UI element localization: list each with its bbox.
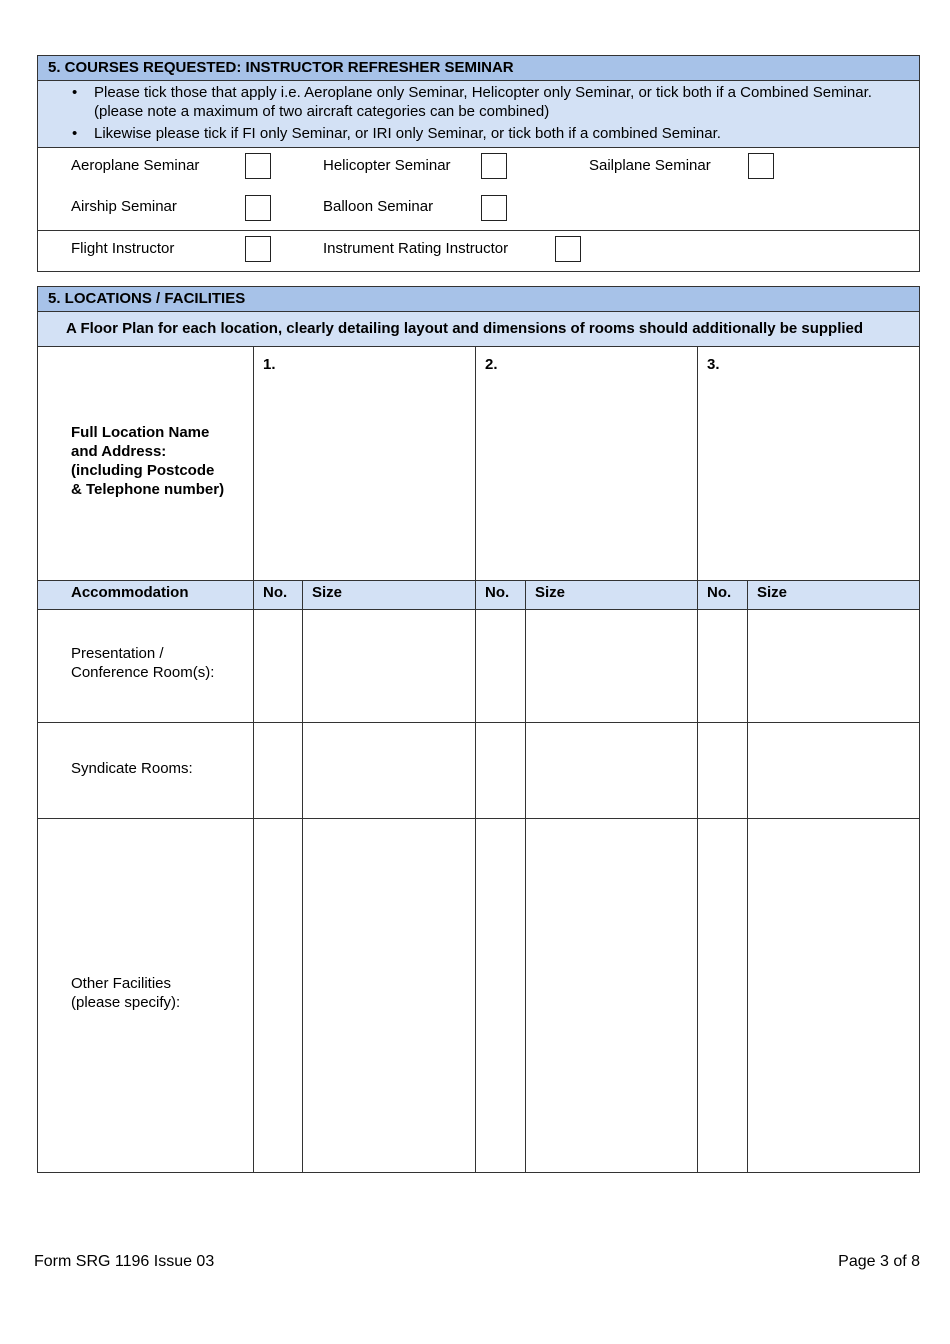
iri-checkbox[interactable] (555, 236, 581, 262)
courses-header (38, 56, 919, 81)
instruction-bullet-1: • Please tick those that apply i.e. Aeroplane only Seminar, Helicopter only Seminar, or tick both if a Combined Seminar. (please note a maximum of two aircraft categories can be combined) (38, 83, 919, 121)
presentation-rooms-label: Presentation / Conference Room(s): (71, 645, 215, 681)
location-1-address-field[interactable] (254, 347, 475, 580)
floor-plan-note-row (38, 312, 919, 347)
accommodation-header: Accommodation (71, 584, 189, 601)
courses-section (37, 55, 920, 272)
helicopter-seminar-label: Helicopter Seminar (323, 157, 451, 174)
balloon-seminar-checkbox[interactable] (481, 195, 507, 221)
location-column-2: 2. (485, 356, 498, 373)
presentation-size-2-cell[interactable] (526, 609, 697, 722)
syndicate-no-2-cell[interactable] (476, 723, 525, 818)
presentation-no-2-cell[interactable] (476, 609, 525, 722)
location-column-3: 3. (707, 356, 720, 373)
no-header-1: No. (263, 584, 288, 601)
other-no-3-cell[interactable] (698, 819, 747, 1172)
syndicate-size-3-cell[interactable] (748, 723, 919, 818)
balloon-seminar-label: Balloon Seminar (323, 198, 434, 215)
presentation-size-3-cell[interactable] (748, 609, 919, 722)
other-size-3-cell[interactable] (748, 819, 919, 1172)
location-2-address-field[interactable] (476, 347, 697, 580)
presentation-size-1-cell[interactable] (303, 609, 475, 722)
flight-instructor-checkbox[interactable] (245, 236, 271, 262)
helicopter-seminar-checkbox[interactable] (481, 153, 507, 179)
locations-section (37, 286, 920, 1173)
size-header-2: Size (535, 584, 566, 601)
location-column-1: 1. (263, 356, 276, 373)
other-size-2-cell[interactable] (526, 819, 697, 1172)
syndicate-no-3-cell[interactable] (698, 723, 747, 818)
no-header-2: No. (485, 584, 510, 601)
size-header-3: Size (757, 584, 788, 601)
locations-title: 5. LOCATIONS / FACILITIES (48, 290, 246, 307)
syndicate-size-2-cell[interactable] (526, 723, 697, 818)
syndicate-no-1-cell[interactable] (254, 723, 302, 818)
aeroplane-seminar-label: Aeroplane Seminar (71, 157, 200, 174)
size-header-1: Size (312, 584, 343, 601)
presentation-no-3-cell[interactable] (698, 609, 747, 722)
iri-label: Instrument Rating Instructor (323, 240, 509, 257)
no-header-3: No. (707, 584, 732, 601)
other-size-1-cell[interactable] (303, 819, 475, 1172)
instruction-bullet-2: • Likewise please tick if FI only Seminar, or IRI only Seminar, or tick both if a combined Seminar. (38, 124, 919, 143)
courses-title: 5. COURSES REQUESTED: INSTRUCTOR REFRESHER SEMINAR (48, 59, 514, 76)
aeroplane-seminar-checkbox[interactable] (245, 153, 271, 179)
address-label: Full Location Name and Address: (including Postcode & Telephone number) (71, 424, 225, 498)
airship-seminar-checkbox[interactable] (245, 195, 271, 221)
courses-instructions (38, 81, 919, 147)
page-number: Page 3 of 8 (838, 1253, 920, 1270)
location-3-address-field[interactable] (698, 347, 919, 580)
presentation-no-1-cell[interactable] (254, 609, 302, 722)
other-no-1-cell[interactable] (254, 819, 302, 1172)
syndicate-rooms-label: Syndicate Rooms: (71, 760, 193, 777)
other-no-2-cell[interactable] (476, 819, 525, 1172)
syndicate-size-1-cell[interactable] (303, 723, 475, 818)
flight-instructor-label: Flight Instructor (71, 240, 175, 257)
airship-seminar-label: Airship Seminar (71, 198, 177, 215)
locations-header (38, 287, 919, 312)
other-facilities-label: Other Facilities (please specify): (71, 975, 181, 1011)
form-reference: Form SRG 1196 Issue 03 (34, 1253, 215, 1270)
sailplane-seminar-label: Sailplane Seminar (589, 157, 711, 174)
sailplane-seminar-checkbox[interactable] (748, 153, 774, 179)
floor-plan-note: A Floor Plan for each location, clearly detailing layout and dimensions of rooms should additionally be supplied (66, 320, 864, 337)
